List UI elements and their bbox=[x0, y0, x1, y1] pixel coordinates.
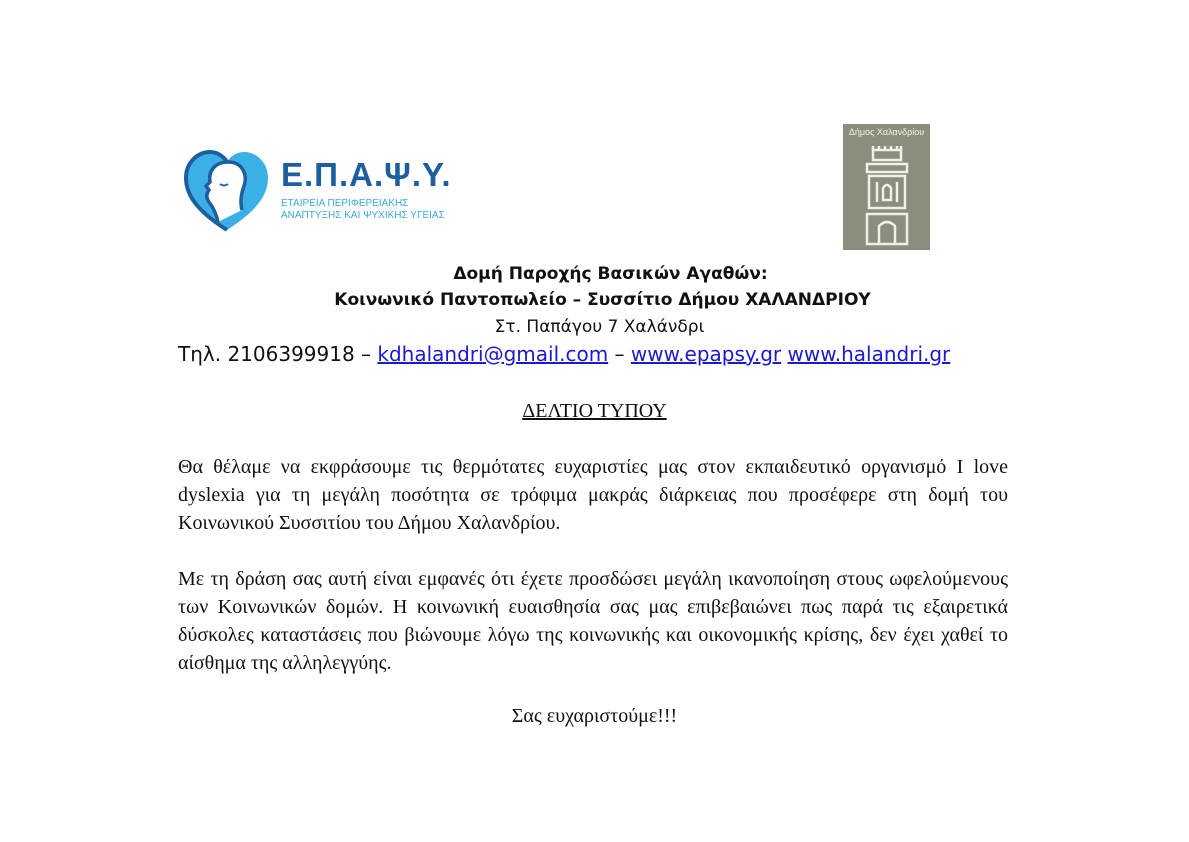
header-address: Στ. Παπάγου 7 Χαλάνδρι bbox=[494, 317, 705, 337]
paragraph-impact: Με τη δράση σας αυτή είναι εμφανές ότι έχετε προσδώσει μεγάλη ικανοποίηση στους ωφελούμενους των Κοινωνικών δομών. Η κοινωνική ευαισθησία σας μας επιβεβαιώνει πως παρά τις εξαιρετικά δύσκολες καταστάσεις που βιώνουμε λόγω της κοινωνικής και οικονομικής κρίσης, δεν έχει χαθεί το αίσθημα της αλληλεγγύης. bbox=[178, 568, 1008, 674]
contact-separator: – bbox=[608, 342, 631, 366]
paragraph-thanks: Θα θέλαμε να εκφράσουμε τις θερμότατες ευχαριστίες μας στον εκπαιδευτικό οργανισμό I love dyslexia για τη μεγάλη ποσότητα σε τρόφιμα μακράς διάρκειας που προσέφερε στη δομή του Κοινωνικού Συσσιτίου του Δήμου Χαλανδρίου. bbox=[178, 456, 1008, 534]
logo-subtitle bbox=[281, 198, 445, 222]
logo-subtitle-line2: ΑΝΑΠΤΥΞΗΣ ΚΑΙ ΨΥΧΙΚΗΣ ΥΓΕΙΑΣ bbox=[281, 210, 445, 221]
header-title: Δομή Παροχής Βασικών Αγαθών: bbox=[453, 264, 768, 284]
phone-text: Τηλ. 2106399918 – bbox=[178, 342, 378, 366]
tower-icon bbox=[843, 142, 930, 250]
header-subtitle: Κοινωνικό Παντοπωλείο – Συσσίτιο Δήμου ΧΑΛΑΝΔΡΙΟΥ bbox=[334, 290, 871, 310]
logo-title: Ε.Π.Α.Ψ.Υ. bbox=[281, 156, 452, 193]
logo-subtitle-line1: ΕΤΑΙΡΕΙΑ ΠΕΡΙΦΕΡΕΙΑΚΗΣ bbox=[281, 198, 409, 209]
contact-line bbox=[178, 342, 950, 366]
email-link[interactable]: kdhalandri@gmail.com bbox=[377, 342, 609, 366]
closing-text: Σας ευχαριστούμε!!! bbox=[511, 705, 678, 727]
halandri-website-link[interactable]: www.halandri.gr bbox=[787, 342, 951, 366]
heart-head-icon bbox=[182, 148, 272, 234]
epapsy-website-link[interactable]: www.epapsy.gr bbox=[630, 342, 782, 366]
municipality-logo bbox=[843, 124, 930, 250]
press-release-heading: ΔΕΛΤΙΟ ΤΥΠΟΥ bbox=[522, 400, 667, 422]
municipality-logo-label: Δήμος Χαλανδρίου bbox=[848, 127, 925, 137]
epapsy-logo bbox=[182, 148, 452, 234]
